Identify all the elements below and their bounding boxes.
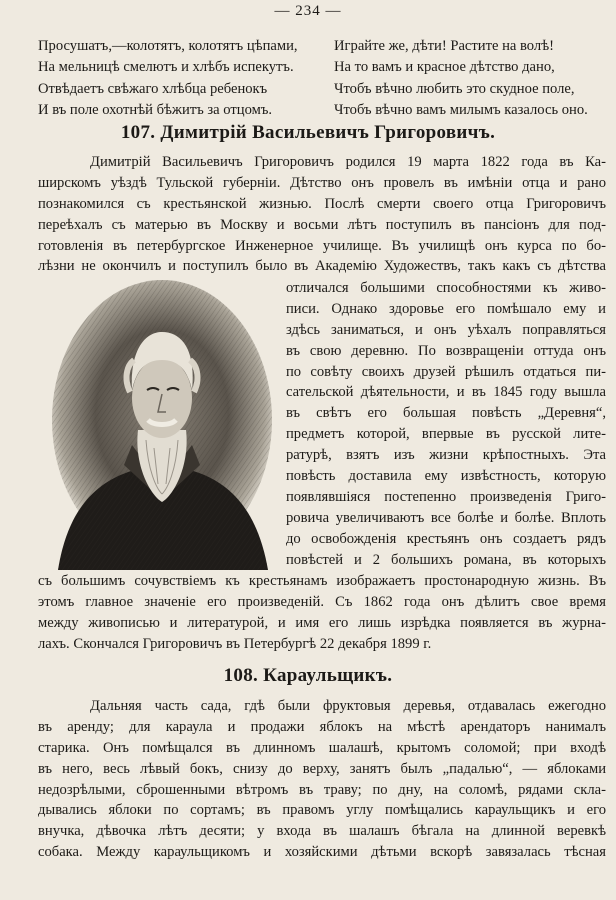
text-line: предметъ которой, впервые въ русской лите- <box>286 426 606 443</box>
poem-line: Играйте же, дѣти! Растите на волѣ! <box>334 38 554 54</box>
poem-line: И въ поле охотнѣй бѣжитъ за отцомъ. <box>38 102 273 119</box>
text-line: лѣзни не окончилъ и поступилъ было въ Академію Художествъ, такъ какъ съ дѣтства <box>38 258 606 275</box>
text-line: готовленія въ петербургское Инженерное училище. Въ училищѣ онъ курса по бо- <box>38 237 606 254</box>
text-line: писи. Однако здоровье его помѣшало ему и <box>286 300 606 317</box>
text-line: познакомился съ крестьянской жизнью. Послѣ смерти своего отца Григоровичъ <box>38 195 606 212</box>
text-line: ровича увеличиваютъ все болѣе и болѣе. Вплоть <box>286 509 606 526</box>
section-107-intro <box>38 152 606 277</box>
poem-left-column <box>38 36 298 122</box>
text-line: въ свою деревню. По возвращеніи оттуда онъ <box>286 342 606 359</box>
text-line: съ большимъ сочувствіемъ къ крестьянамъ изображаетъ простонародную жизнь. Въ <box>38 573 606 589</box>
text-line: отличался большими способностями къ живо- <box>286 280 606 296</box>
text-line: между живописью и литературой, и имя его лишь изрѣдка появляется въ журна- <box>38 614 606 631</box>
text-line: появлявшіяся постепенно произведенія Григо- <box>286 488 606 505</box>
text-line: лахъ. Скончался Григоровичъ въ Петербургѣ 22 декабря 1899 г. <box>38 635 432 652</box>
text-line: ширскомъ уѣздѣ Тульской губерніи. Дѣтство онъ провелъ въ имѣніи отца и рано <box>38 174 606 191</box>
text-line: здѣсь заниматься, и онъ уѣхалъ поправляться <box>286 321 606 338</box>
text-line: по совѣту своихъ друзей рѣшилъ отдаться пи- <box>286 363 606 380</box>
poem-line: На то вамъ и красное дѣтство дано, <box>334 59 555 76</box>
text-line: до освобожденія крестьянъ онъ создаетъ рядъ <box>286 530 606 547</box>
text-line: сательской дѣятельности, и въ 1845 году вышла <box>286 384 606 401</box>
poem-line: Просушатъ,—колотятъ, колотятъ цѣпами, <box>38 38 298 54</box>
text-line: въ него, весь лѣвый бокъ, снизу до верху, занятъ былъ „падалью“, — яблоками <box>38 760 606 777</box>
poem-line: Чтобъ вѣчно любить это скудное поле, <box>334 80 575 97</box>
text-line: повѣсть доставила ему извѣстность, которую <box>286 468 606 485</box>
text-line: въ свѣтъ его большая повѣсть „Деревня“, <box>286 405 606 422</box>
portrait-engraving <box>50 280 274 570</box>
poem-line: Чтобъ вѣчно вамъ милымъ казалось оно. <box>334 102 588 119</box>
text-line: Дальняя часть сада, гдѣ были фруктовыя деревья, отдавалась ежегодно <box>90 698 606 714</box>
text-line: старика. Онъ помѣщался въ длинномъ шалашѣ, крытомъ соломой; при входѣ <box>38 739 606 756</box>
poem-line: Отвѣдаетъ свѣжаго хлѣбца ребенокъ <box>38 80 268 97</box>
text-line: этомъ главное значеніе его произведеній. Съ 1862 года онъ дѣлитъ свое время <box>38 593 606 610</box>
poem-line: На мельницѣ смелютъ и хлѣбъ испекутъ. <box>38 59 294 76</box>
poem-right-column <box>334 36 588 122</box>
text-line: повѣстей и 2 большихъ романа, въ которыхъ <box>286 551 606 568</box>
text-line: въ аренду; для караула и продажи яблокъ на мѣстѣ арендаторъ нанималъ <box>38 718 606 735</box>
text-line: переѣхалъ съ матерью въ Москву и восьми лѣтъ поступилъ въ пансіонъ для под- <box>38 216 606 233</box>
text-line: дывались яблоки по сортамъ; въ правомъ углу помѣщались караульщикъ и его <box>38 802 606 819</box>
section-107-title: 107. Димитрій Васильевичъ Григоровичъ. <box>120 122 496 143</box>
page-number: — 234 — <box>274 3 342 19</box>
section-107-outro <box>38 571 606 655</box>
text-line: недозрѣлыми, сброшенными вѣтромъ въ траву; по дну, на соломѣ, рядами скла- <box>38 781 606 798</box>
section-107-side-text <box>286 278 606 570</box>
text-line: ратурѣ, взятъ изъ жизни крѣпостныхъ. Эта <box>286 447 606 464</box>
text-line: внучка, дѣвочка лѣтъ десяти; у входа въ шалашъ бѣгала на длинной веревкѣ <box>38 823 606 840</box>
text-line: Димитрій Васильевичъ Григоровичъ родился 19 марта 1822 года въ Ка- <box>90 154 606 170</box>
section-108-title: 108. Караульщикъ. <box>223 665 393 686</box>
section-108-text <box>38 696 606 863</box>
text-line: собака. Между караульщикомъ и хозяйскими дѣтьми вскорѣ завязалась тѣсная <box>38 844 606 861</box>
